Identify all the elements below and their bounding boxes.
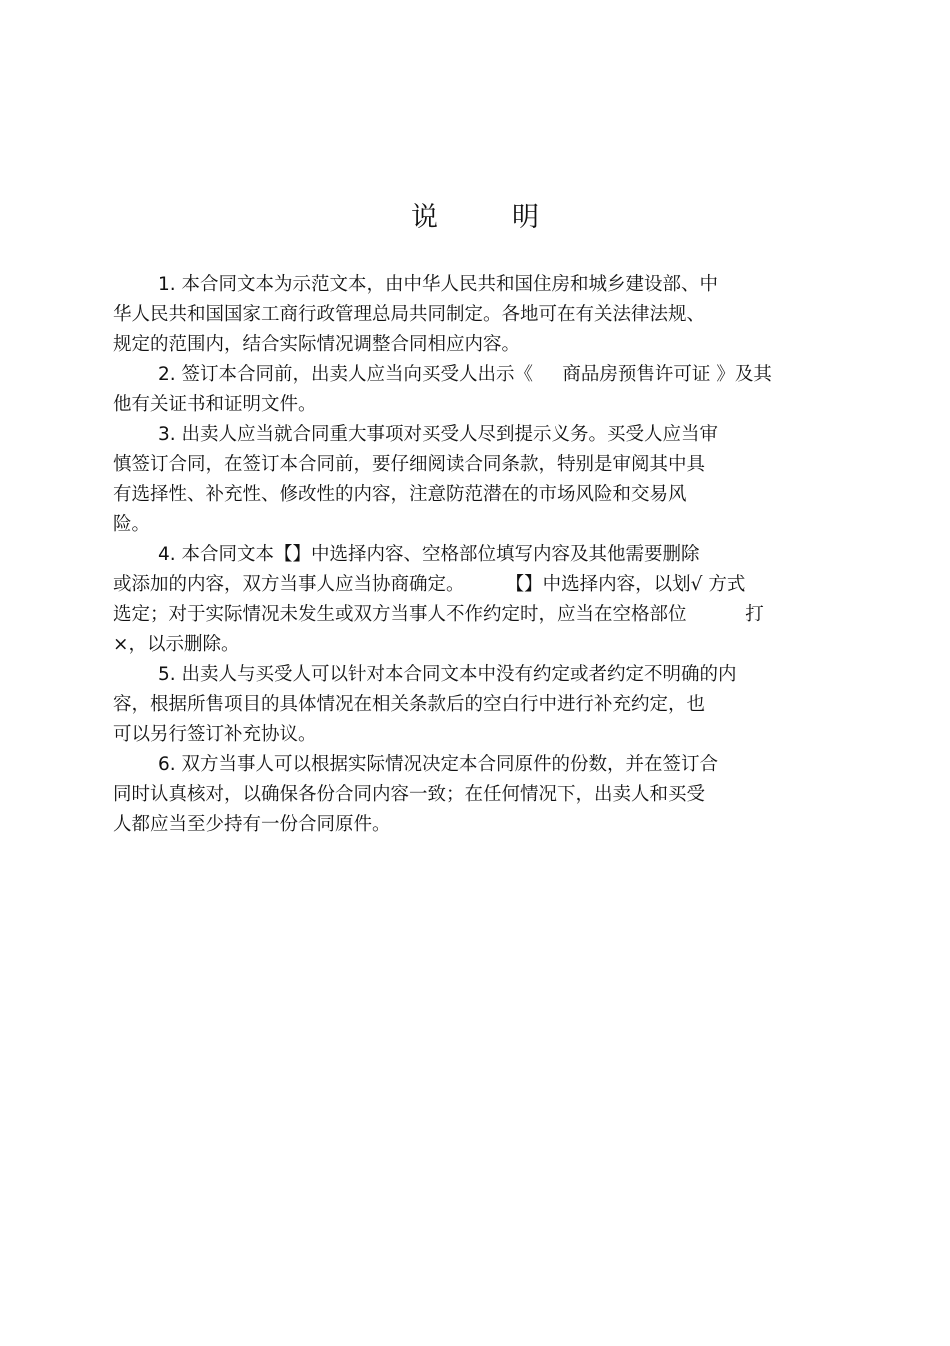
item-1-line-1: 1. 本合同文本为示范文本，由中华人民共和国住房和城乡建设部、中	[158, 274, 719, 295]
item-3-line-4: 险。	[113, 514, 151, 535]
item-1-line-3: 规定的范围内，结合实际情况调整合同相应内容。	[113, 334, 521, 355]
item-3-line-1: 3. 出卖人应当就合同重大事项对买受人尽到提示义务。买受人应当审	[158, 424, 719, 445]
item-4-line-4: ×，以示删除。	[113, 634, 240, 655]
title-left-char: 说	[411, 202, 438, 233]
item-6-line-1: 6. 双方当事人可以根据实际情况决定本合同原件的份数，并在签订合	[158, 754, 719, 775]
item-4-line-3: 选定；对于实际情况未发生或双方当事人不作约定时，应当在空格部位 打	[113, 604, 764, 625]
item-2-line-1: 2. 签订本合同前，出卖人应当向买受人出示《 商品房预售许可证 》及其	[158, 364, 772, 385]
item-1-line-2: 华人民共和国国家工商行政管理总局共同制定。各地可在有关法律法规、	[113, 304, 706, 325]
item-3-line-3: 有选择性、补充性、修改性的内容，注意防范潜在的市场风险和交易风	[113, 484, 687, 505]
item-5-line-3: 可以另行签订补充协议。	[113, 724, 317, 745]
title-right-char: 明	[512, 202, 539, 233]
item-6-line-2: 同时认真核对，以确保各份合同内容一致；在任何情况下，出卖人和买受	[113, 784, 706, 805]
item-6-line-3: 人都应当至少持有一份合同原件。	[113, 814, 391, 835]
item-4-line-1: 4. 本合同文本【】中选择内容、空格部位填写内容及其他需要删除	[158, 544, 700, 565]
item-3-line-2: 慎签订合同，在签订本合同前，要仔细阅读合同条款，特别是审阅其中具	[113, 454, 706, 475]
item-4-line-2: 或添加的内容，双方当事人应当协商确定。 【】中选择内容，以划√ 方式	[113, 574, 746, 595]
item-5-line-2: 容，根据所售项目的具体情况在相关条款后的空白行中进行补充约定，也	[113, 694, 706, 715]
item-2-line-2: 他有关证书和证明文件。	[113, 394, 317, 415]
item-5-line-1: 5. 出卖人与买受人可以针对本合同文本中没有约定或者约定不明确的内	[158, 664, 737, 685]
page-title	[0, 198, 950, 238]
